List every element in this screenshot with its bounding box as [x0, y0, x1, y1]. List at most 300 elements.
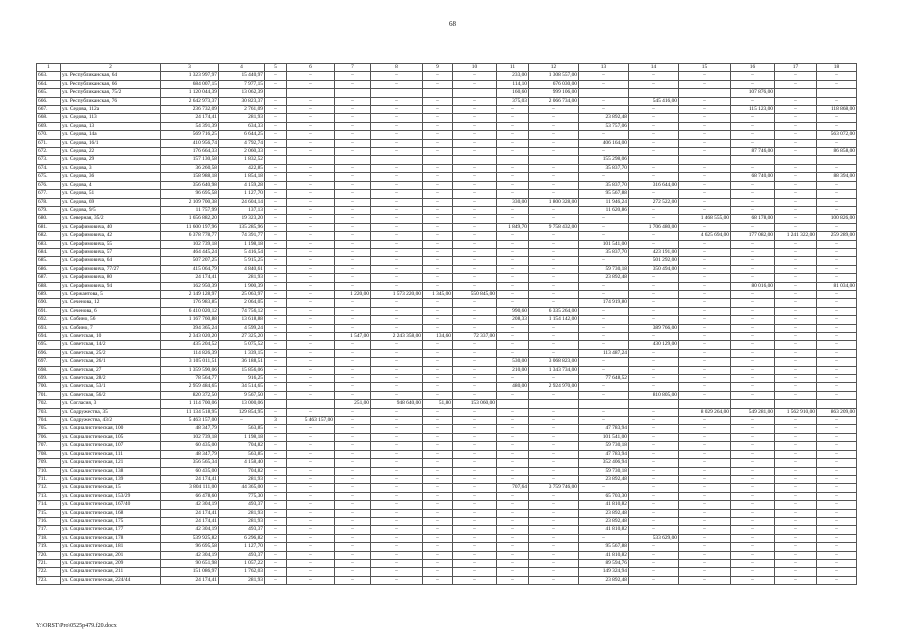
value-cell: 5 463 157,00: [287, 417, 335, 425]
value-cell: –: [775, 80, 817, 88]
value-cell: –: [629, 467, 679, 475]
value-cell: –: [335, 509, 371, 517]
address-cell: ул. Социалистическая, 100: [61, 425, 161, 433]
value-cell: [497, 156, 529, 164]
address-cell: ул. Собино, 56: [61, 316, 161, 324]
table-row: [37, 248, 857, 256]
value-cell: –: [265, 484, 287, 492]
value-cell: –: [529, 475, 579, 483]
value-cell: –: [423, 475, 453, 483]
value-cell: 1 849,70: [497, 223, 529, 231]
address-cell: ул. Содружества, 43/2: [61, 417, 161, 425]
value-cell: –: [453, 265, 497, 273]
value-cell: –: [453, 417, 497, 425]
row-index: 663.: [37, 72, 61, 80]
value-cell: –: [453, 391, 497, 399]
value-cell: –: [817, 391, 857, 399]
value-cell: –: [371, 375, 423, 383]
value-cell: –: [453, 543, 497, 551]
value-cell: –: [453, 114, 497, 122]
value-cell: –: [529, 467, 579, 475]
value-cell: –: [775, 299, 817, 307]
value-cell: –: [335, 341, 371, 349]
value-cell: –: [629, 139, 679, 147]
value-cell: –: [371, 509, 423, 517]
value-cell: –: [775, 341, 817, 349]
value-cell: –: [453, 131, 497, 139]
value-cell: –: [423, 559, 453, 567]
value-cell: –: [453, 164, 497, 172]
value-cell: [629, 156, 679, 164]
value-cell: –: [731, 551, 775, 559]
value-cell: –: [453, 358, 497, 366]
value-cell: 1 154 142,00: [529, 316, 579, 324]
value-cell: 86 858,00: [817, 148, 857, 156]
value-cell: 389 766,00: [629, 324, 679, 332]
value-cell: 281,93: [219, 274, 265, 282]
value-cell: 66 478,60: [161, 492, 219, 500]
value-cell: –: [423, 375, 453, 383]
value-cell: [371, 89, 423, 97]
row-index: 687.: [37, 274, 61, 282]
value-cell: 6 378 778,77: [161, 232, 219, 240]
value-cell: –: [817, 190, 857, 198]
row-index: 669.: [37, 122, 61, 130]
value-cell: –: [453, 324, 497, 332]
value-cell: –: [775, 307, 817, 315]
value-cell: 72 337,00: [453, 333, 497, 341]
value-cell: –: [679, 265, 731, 273]
value-cell: 129 854,95: [219, 408, 265, 416]
value-cell: –: [817, 358, 857, 366]
table-row: [37, 341, 857, 349]
value-cell: [335, 156, 371, 164]
value-cell: –: [629, 484, 679, 492]
value-cell: –: [629, 475, 679, 483]
value-cell: –: [679, 349, 731, 357]
value-cell: –: [335, 114, 371, 122]
value-cell: –: [287, 534, 335, 542]
address-cell: ул. Собино, 7: [61, 324, 161, 332]
value-cell: –: [775, 425, 817, 433]
value-cell: –: [529, 501, 579, 509]
address-cell: ул. Содружества, 35: [61, 408, 161, 416]
value-cell: –: [529, 173, 579, 181]
table-row: [37, 534, 857, 542]
value-cell: –: [497, 148, 529, 156]
value-cell: –: [423, 501, 453, 509]
value-cell: 157 130,58: [161, 156, 219, 164]
table-row: [37, 433, 857, 441]
value-cell: –: [497, 417, 529, 425]
value-cell: –: [453, 534, 497, 542]
value-cell: –: [371, 206, 423, 214]
value-cell: 59 730,18: [579, 265, 629, 273]
value-cell: –: [775, 391, 817, 399]
value-cell: –: [287, 366, 335, 374]
value-cell: –: [423, 198, 453, 206]
value-cell: –: [629, 190, 679, 198]
address-cell: ул. Седова, 69: [61, 198, 161, 206]
value-cell: –: [529, 324, 579, 332]
value-cell: –: [287, 257, 335, 265]
value-cell: –: [731, 274, 775, 282]
value-cell: –: [579, 417, 629, 425]
value-cell: 2 924 970,00: [529, 383, 579, 391]
address-cell: ул. Советская, 14/2: [61, 341, 161, 349]
value-cell: –: [335, 80, 371, 88]
value-cell: –: [775, 257, 817, 265]
value-cell: –: [453, 106, 497, 114]
value-cell: –: [679, 375, 731, 383]
row-index: 682.: [37, 232, 61, 240]
value-cell: –: [335, 257, 371, 265]
table-row: [37, 106, 857, 114]
value-cell: 775,30: [219, 492, 265, 500]
value-cell: –: [629, 526, 679, 534]
value-cell: –: [287, 383, 335, 391]
value-cell: –: [265, 97, 287, 105]
value-cell: –: [775, 97, 817, 105]
value-cell: –: [453, 349, 497, 357]
value-cell: 60 435,00: [161, 442, 219, 450]
value-cell: –: [423, 164, 453, 172]
value-cell: –: [371, 181, 423, 189]
page-number: 68: [449, 20, 456, 28]
value-cell: 530,00: [497, 358, 529, 366]
value-cell: –: [629, 333, 679, 341]
value-cell: 95 567,88: [579, 543, 629, 551]
value-cell: 41 810,82: [579, 526, 629, 534]
value-cell: –: [423, 450, 453, 458]
address-cell: ул. Социалистическая, 15: [61, 484, 161, 492]
row-index: 696.: [37, 349, 61, 357]
value-cell: –: [287, 459, 335, 467]
value-cell: –: [453, 122, 497, 130]
value-cell: –: [775, 106, 817, 114]
table-row: [37, 459, 857, 467]
value-cell: –: [679, 299, 731, 307]
value-cell: –: [287, 349, 335, 357]
value-cell: –: [453, 206, 497, 214]
value-cell: –: [817, 484, 857, 492]
value-cell: –: [335, 408, 371, 416]
value-cell: –: [371, 274, 423, 282]
value-cell: –: [371, 358, 423, 366]
value-cell: 281,93: [219, 517, 265, 525]
table-row: [37, 383, 857, 391]
address-cell: ул. Советская, 25/2: [61, 349, 161, 357]
value-cell: –: [423, 324, 453, 332]
table-row: [37, 148, 857, 156]
value-cell: –: [265, 433, 287, 441]
value-cell: –: [731, 425, 775, 433]
value-cell: –: [335, 366, 371, 374]
value-cell: –: [453, 80, 497, 88]
value-cell: –: [287, 467, 335, 475]
value-cell: –: [335, 459, 371, 467]
value-cell: –: [731, 223, 775, 231]
value-cell: –: [335, 139, 371, 147]
value-cell: –: [629, 232, 679, 240]
value-cell: –: [371, 543, 423, 551]
value-cell: –: [371, 568, 423, 576]
value-cell: –: [629, 307, 679, 315]
value-cell: 563,85: [219, 450, 265, 458]
value-cell: 948 640,00: [371, 400, 423, 408]
value-cell: 95 567,88: [579, 190, 629, 198]
value-cell: 1 573 220,00: [371, 290, 423, 298]
value-cell: 151 086,97: [161, 568, 219, 576]
value-cell: –: [529, 442, 579, 450]
value-cell: –: [679, 164, 731, 172]
value-cell: –: [731, 307, 775, 315]
value-cell: –: [679, 391, 731, 399]
value-cell: 23 892,48: [579, 114, 629, 122]
column-number: 12: [529, 64, 579, 72]
value-cell: –: [423, 349, 453, 357]
value-cell: –: [497, 467, 529, 475]
value-cell: –: [453, 526, 497, 534]
value-cell: –: [817, 375, 857, 383]
value-cell: 176 664,33: [161, 148, 219, 156]
value-cell: –: [579, 358, 629, 366]
value-cell: –: [287, 223, 335, 231]
value-cell: –: [731, 131, 775, 139]
value-cell: –: [529, 568, 579, 576]
table-row: [37, 164, 857, 172]
value-cell: –: [423, 417, 453, 425]
row-index: 690.: [37, 299, 61, 307]
row-index: 678.: [37, 198, 61, 206]
row-index: 679.: [37, 206, 61, 214]
value-cell: –: [287, 316, 335, 324]
value-cell: –: [817, 72, 857, 80]
value-cell: –: [679, 459, 731, 467]
value-cell: 350 494,00: [629, 265, 679, 273]
value-cell: –: [629, 551, 679, 559]
value-cell: [265, 156, 287, 164]
value-cell: –: [497, 173, 529, 181]
row-index: 673.: [37, 156, 61, 164]
value-cell: –: [265, 459, 287, 467]
value-cell: –: [629, 173, 679, 181]
value-cell: –: [497, 190, 529, 198]
value-cell: –: [265, 568, 287, 576]
row-index: 720.: [37, 551, 61, 559]
value-cell: 2 109 700,38: [161, 198, 219, 206]
value-cell: –: [265, 450, 287, 458]
value-cell: 533 629,00: [629, 534, 679, 542]
value-cell: –: [497, 333, 529, 341]
value-cell: 480,00: [497, 383, 529, 391]
address-cell: ул. Серафимовича, 55: [61, 240, 161, 248]
value-cell: 423 191,00: [629, 248, 679, 256]
value-cell: –: [579, 366, 629, 374]
value-cell: –: [775, 433, 817, 441]
value-cell: –: [775, 240, 817, 248]
value-cell: –: [775, 248, 817, 256]
value-cell: –: [731, 265, 775, 273]
table-row: [37, 206, 857, 214]
value-cell: –: [775, 164, 817, 172]
value-cell: –: [817, 433, 857, 441]
value-cell: –: [287, 450, 335, 458]
value-cell: –: [335, 215, 371, 223]
value-cell: –: [219, 417, 265, 425]
value-cell: –: [775, 559, 817, 567]
value-cell: –: [371, 551, 423, 559]
row-index: 706.: [37, 433, 61, 441]
value-cell: –: [579, 80, 629, 88]
value-cell: –: [731, 383, 775, 391]
value-cell: –: [453, 442, 497, 450]
value-cell: –: [371, 341, 423, 349]
value-cell: –: [287, 106, 335, 114]
value-cell: –: [423, 551, 453, 559]
value-cell: –: [731, 333, 775, 341]
value-cell: –: [579, 391, 629, 399]
value-cell: –: [497, 576, 529, 584]
value-cell: –: [775, 290, 817, 298]
value-cell: –: [775, 173, 817, 181]
value-cell: –: [335, 358, 371, 366]
address-cell: ул. Социалистическая, 178: [61, 534, 161, 542]
value-cell: 208,33: [497, 316, 529, 324]
row-index: 721.: [37, 559, 61, 567]
value-cell: –: [265, 509, 287, 517]
value-cell: –: [287, 341, 335, 349]
value-cell: –: [775, 206, 817, 214]
value-cell: –: [817, 383, 857, 391]
value-cell: –: [287, 517, 335, 525]
value-cell: –: [423, 358, 453, 366]
value-cell: [775, 89, 817, 97]
address-cell: ул. Социалистическая, 105: [61, 433, 161, 441]
row-index: 693.: [37, 324, 61, 332]
value-cell: 999 106,00: [529, 89, 579, 97]
value-cell: –: [817, 122, 857, 130]
address-cell: ул. Социалистическая, 175: [61, 517, 161, 525]
value-cell: –: [423, 568, 453, 576]
value-cell: –: [265, 391, 287, 399]
value-cell: 1 127,70: [219, 190, 265, 198]
value-cell: –: [629, 366, 679, 374]
value-cell: –: [497, 122, 529, 130]
value-cell: –: [679, 568, 731, 576]
table-row: [37, 366, 857, 374]
value-cell: –: [679, 366, 731, 374]
value-cell: –: [679, 501, 731, 509]
value-cell: –: [335, 517, 371, 525]
value-cell: 707,64: [497, 484, 529, 492]
address-cell: ул. Серафимовича, 94: [61, 282, 161, 290]
value-cell: –: [629, 568, 679, 576]
value-cell: –: [423, 576, 453, 584]
row-index: 714.: [37, 501, 61, 509]
value-cell: –: [579, 290, 629, 298]
value-cell: –: [287, 501, 335, 509]
value-cell: –: [371, 80, 423, 88]
row-index: 691.: [37, 307, 61, 315]
table-row: [37, 543, 857, 551]
value-cell: –: [335, 559, 371, 567]
value-cell: –: [497, 475, 529, 483]
value-cell: –: [579, 484, 629, 492]
value-cell: –: [817, 417, 857, 425]
value-cell: –: [453, 232, 497, 240]
value-cell: [529, 156, 579, 164]
value-cell: [265, 89, 287, 97]
row-index: 694.: [37, 333, 61, 341]
value-cell: –: [679, 509, 731, 517]
value-cell: –: [817, 509, 857, 517]
value-cell: –: [731, 534, 775, 542]
value-cell: –: [371, 240, 423, 248]
value-cell: –: [775, 358, 817, 366]
value-cell: –: [731, 576, 775, 584]
value-cell: 13 618,88: [219, 316, 265, 324]
value-cell: 35 837,70: [579, 164, 629, 172]
value-cell: –: [371, 484, 423, 492]
value-cell: –: [265, 265, 287, 273]
value-cell: –: [679, 492, 731, 500]
address-cell: ул. Серафимовича, 80: [61, 274, 161, 282]
address-cell: ул. Согласия, 3: [61, 400, 161, 408]
value-cell: 1 900,39: [219, 282, 265, 290]
row-index: 702.: [37, 400, 61, 408]
value-cell: 6 644,25: [219, 131, 265, 139]
value-cell: –: [453, 282, 497, 290]
value-cell: –: [497, 215, 529, 223]
value-cell: –: [453, 198, 497, 206]
value-cell: –: [629, 517, 679, 525]
row-index: 685.: [37, 257, 61, 265]
value-cell: –: [335, 492, 371, 500]
value-cell: [679, 156, 731, 164]
address-cell: ул. Седова, 14а: [61, 131, 161, 139]
value-cell: –: [371, 114, 423, 122]
value-cell: 3 759 746,00: [529, 484, 579, 492]
value-cell: –: [731, 114, 775, 122]
value-cell: –: [629, 509, 679, 517]
value-cell: –: [371, 215, 423, 223]
table-row: [37, 114, 857, 122]
value-cell: [579, 400, 629, 408]
value-cell: –: [423, 425, 453, 433]
value-cell: [423, 156, 453, 164]
address-cell: ул. Социалистическая, 209: [61, 559, 161, 567]
value-cell: –: [371, 307, 423, 315]
value-cell: –: [817, 290, 857, 298]
value-cell: –: [335, 543, 371, 551]
column-number: 5: [265, 64, 287, 72]
value-cell: –: [497, 106, 529, 114]
value-cell: 11 757,99: [161, 206, 219, 214]
table-row: [37, 181, 857, 189]
value-cell: –: [265, 122, 287, 130]
value-cell: –: [453, 551, 497, 559]
table-row: [37, 97, 857, 105]
value-cell: –: [817, 274, 857, 282]
value-cell: –: [775, 375, 817, 383]
value-cell: 153 060,00: [453, 400, 497, 408]
value-cell: –: [731, 324, 775, 332]
value-cell: 48 347,79: [161, 450, 219, 458]
value-cell: –: [579, 324, 629, 332]
value-cell: –: [775, 417, 817, 425]
value-cell: 53 757,06: [579, 122, 629, 130]
